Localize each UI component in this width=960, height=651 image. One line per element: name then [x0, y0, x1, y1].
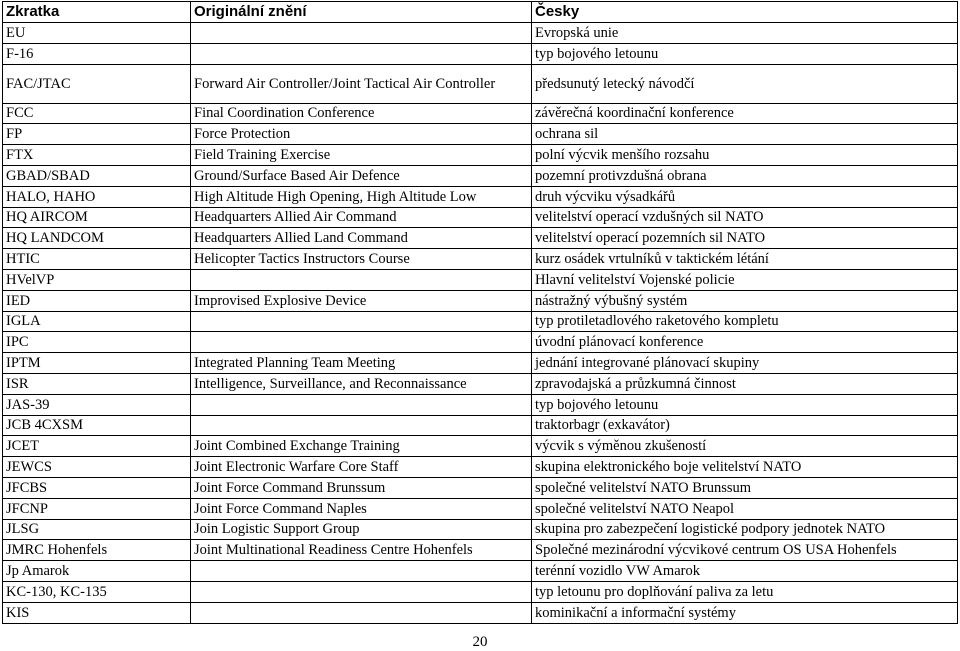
abbreviation-cell: EU: [3, 23, 191, 44]
table-row: [3, 457, 958, 478]
table-row: [3, 519, 958, 540]
czech-cell: kominikační a informační systémy: [532, 602, 958, 623]
table-row: [3, 228, 958, 249]
czech-cell: typ bojového letounu: [532, 394, 958, 415]
czech-cell: kurz osádek vrtulníků v taktickém létání: [532, 249, 958, 270]
table-row: [3, 311, 958, 332]
czech-cell: úvodní plánovací konference: [532, 332, 958, 353]
czech-cell: závěrečná koordinační konference: [532, 103, 958, 124]
czech-cell: skupina pro zabezpečení logistické podpory jednotek NATO: [532, 519, 958, 540]
table-row: [3, 602, 958, 623]
original-text-cell: [191, 23, 532, 44]
table-row: [3, 353, 958, 374]
abbreviation-cell: JFCNP: [3, 498, 191, 519]
original-text-cell: High Altitude High Opening, High Altitude Low: [191, 186, 532, 207]
abbreviation-cell: HVelVP: [3, 269, 191, 290]
original-text-cell: [191, 43, 532, 64]
czech-cell: předsunutý letecký návodčí: [532, 64, 958, 103]
abbreviation-cell: GBAD/SBAD: [3, 165, 191, 186]
original-text-cell: Integrated Planning Team Meeting: [191, 353, 532, 374]
czech-cell: velitelství operací vzdušných sil NATO: [532, 207, 958, 228]
original-text-cell: [191, 269, 532, 290]
abbreviation-cell: FTX: [3, 145, 191, 166]
abbreviation-cell: JFCBS: [3, 477, 191, 498]
czech-cell: Hlavní velitelství Vojenské policie: [532, 269, 958, 290]
original-text-cell: Helicopter Tactics Instructors Course: [191, 249, 532, 270]
original-text-cell: [191, 561, 532, 582]
table-row: [3, 43, 958, 64]
abbreviation-cell: IPTM: [3, 353, 191, 374]
column-header-czech: Česky: [532, 2, 958, 23]
czech-cell: typ bojového letounu: [532, 43, 958, 64]
original-text-cell: Joint Multinational Readiness Centre Hohenfels: [191, 540, 532, 561]
czech-cell: typ protiletadlového raketového kompletu: [532, 311, 958, 332]
abbreviation-cell: HQ LANDCOM: [3, 228, 191, 249]
abbreviation-cell: FP: [3, 124, 191, 145]
abbreviation-cell: ISR: [3, 373, 191, 394]
czech-cell: nástražný výbušný systém: [532, 290, 958, 311]
czech-cell: Společné mezinárodní výcvikové centrum OS USA Hohenfels: [532, 540, 958, 561]
abbreviation-cell: HALO, HAHO: [3, 186, 191, 207]
table-row: [3, 124, 958, 145]
column-header-original: Originální znění: [191, 2, 532, 23]
table-row: [3, 23, 958, 44]
original-text-cell: Force Protection: [191, 124, 532, 145]
czech-cell: jednání integrované plánovací skupiny: [532, 353, 958, 374]
abbreviation-cell: IGLA: [3, 311, 191, 332]
original-text-cell: Ground/Surface Based Air Defence: [191, 165, 532, 186]
czech-cell: typ letounu pro doplňování paliva za letu: [532, 581, 958, 602]
table-row: [3, 415, 958, 436]
czech-cell: zpravodajská a průzkumná činnost: [532, 373, 958, 394]
original-text-cell: Headquarters Allied Air Command: [191, 207, 532, 228]
abbreviation-cell: JMRC Hohenfels: [3, 540, 191, 561]
original-text-cell: Joint Combined Exchange Training: [191, 436, 532, 457]
czech-cell: skupina elektronického boje velitelství NATO: [532, 457, 958, 478]
abbreviation-cell: F-16: [3, 43, 191, 64]
abbreviation-cell: KC-130, KC-135: [3, 581, 191, 602]
table-row: [3, 165, 958, 186]
original-text-cell: [191, 602, 532, 623]
table-row: [3, 561, 958, 582]
table-row: [3, 64, 958, 103]
table-row: [3, 477, 958, 498]
czech-cell: polní výcvik menšího rozsahu: [532, 145, 958, 166]
original-text-cell: Final Coordination Conference: [191, 103, 532, 124]
table-row: [3, 498, 958, 519]
original-text-cell: Intelligence, Surveillance, and Reconnaissance: [191, 373, 532, 394]
czech-cell: společné velitelství NATO Neapol: [532, 498, 958, 519]
czech-cell: ochrana sil: [532, 124, 958, 145]
abbreviation-cell: JLSG: [3, 519, 191, 540]
abbreviation-cell: JEWCS: [3, 457, 191, 478]
abbreviation-cell: FCC: [3, 103, 191, 124]
table-row: [3, 581, 958, 602]
abbreviation-cell: KIS: [3, 602, 191, 623]
original-text-cell: Joint Electronic Warfare Core Staff: [191, 457, 532, 478]
original-text-cell: [191, 332, 532, 353]
abbreviation-cell: IPC: [3, 332, 191, 353]
czech-cell: výcvik s výměnou zkušeností: [532, 436, 958, 457]
table-row: [3, 207, 958, 228]
table-body: [3, 23, 958, 624]
table-row: [3, 540, 958, 561]
abbreviation-cell: HTIC: [3, 249, 191, 270]
original-text-cell: Join Logistic Support Group: [191, 519, 532, 540]
abbreviations-table: [2, 1, 958, 624]
table-row: [3, 332, 958, 353]
abbreviation-cell: FAC/JTAC: [3, 64, 191, 103]
table-row: [3, 103, 958, 124]
column-header-abbreviation: Zkratka: [3, 2, 191, 23]
original-text-cell: Field Training Exercise: [191, 145, 532, 166]
original-text-cell: [191, 394, 532, 415]
czech-cell: pozemní protivzdušná obrana: [532, 165, 958, 186]
table-row: [3, 394, 958, 415]
header-row: [3, 2, 958, 23]
original-text-cell: [191, 311, 532, 332]
original-text-cell: Improvised Explosive Device: [191, 290, 532, 311]
abbreviation-cell: HQ AIRCOM: [3, 207, 191, 228]
abbreviation-cell: JCB 4CXSM: [3, 415, 191, 436]
page-number: 20: [472, 634, 488, 650]
table-row: [3, 269, 958, 290]
czech-cell: Evropská unie: [532, 23, 958, 44]
original-text-cell: [191, 415, 532, 436]
original-text-cell: Headquarters Allied Land Command: [191, 228, 532, 249]
abbreviation-cell: JCET: [3, 436, 191, 457]
czech-cell: velitelství operací pozemních sil NATO: [532, 228, 958, 249]
czech-cell: druh výcviku výsadkářů: [532, 186, 958, 207]
original-text-cell: Forward Air Controller/Joint Tactical Air Controller: [191, 64, 532, 103]
czech-cell: terénní vozidlo VW Amarok: [532, 561, 958, 582]
original-text-cell: [191, 581, 532, 602]
table-row: [3, 373, 958, 394]
czech-cell: traktorbagr (exkavátor): [532, 415, 958, 436]
table-row: [3, 290, 958, 311]
czech-cell: společné velitelství NATO Brunssum: [532, 477, 958, 498]
table-row: [3, 249, 958, 270]
abbreviation-cell: JAS-39: [3, 394, 191, 415]
table-row: [3, 186, 958, 207]
abbreviation-cell: Jp Amarok: [3, 561, 191, 582]
abbreviation-cell: IED: [3, 290, 191, 311]
original-text-cell: Joint Force Command Brunssum: [191, 477, 532, 498]
original-text-cell: Joint Force Command Naples: [191, 498, 532, 519]
table-row: [3, 145, 958, 166]
table-row: [3, 436, 958, 457]
